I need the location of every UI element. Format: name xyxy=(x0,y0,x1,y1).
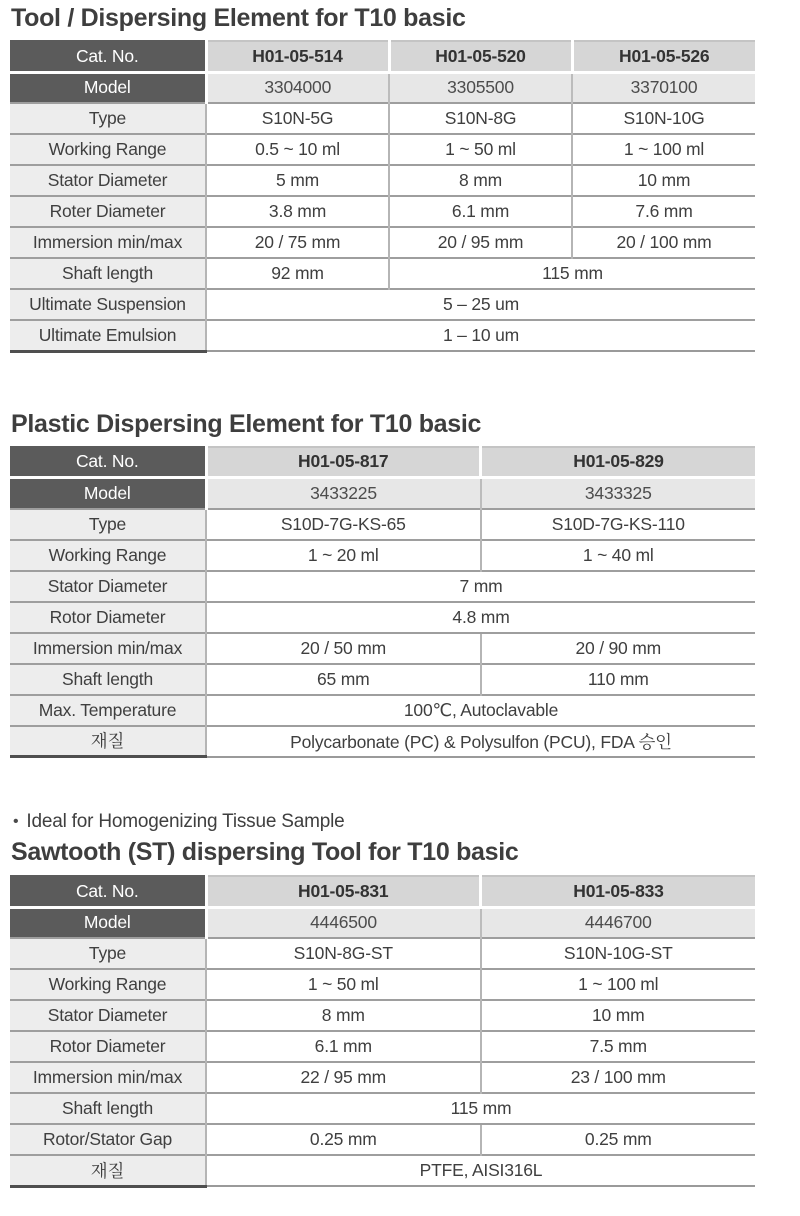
row-label-cell: Shaft length xyxy=(10,1093,206,1124)
table-row xyxy=(10,602,755,633)
row-label-cell: Model xyxy=(10,72,206,103)
table-row xyxy=(10,969,755,1000)
value-cell: S10D-7G-KS-110 xyxy=(481,509,756,540)
row-label-cell: Immersion min/max xyxy=(10,1062,206,1093)
value-cell: 4446700 xyxy=(481,907,756,938)
spec-table-tool-dispersing-element xyxy=(10,40,755,353)
value-cell: 100℃, Autoclavable xyxy=(206,695,755,726)
table-row xyxy=(10,103,755,134)
spec-table-sawtooth-dispersing-tool xyxy=(10,875,755,1188)
table-row xyxy=(10,1000,755,1031)
value-cell: 22 / 95 mm xyxy=(206,1062,481,1093)
bullet-icon: • xyxy=(13,813,19,830)
section-title-sawtooth-dispersing-tool: Sawtooth (ST) dispersing Tool for T10 basic xyxy=(11,838,519,866)
row-label-cell: Max. Temperature xyxy=(10,695,206,726)
table-row xyxy=(10,289,755,320)
section-title-plastic-dispersing-element: Plastic Dispersing Element for T10 basic xyxy=(11,409,482,438)
value-cell: 20 / 75 mm xyxy=(206,227,389,258)
table-row xyxy=(10,726,755,757)
value-cell: 1 – 10 um xyxy=(206,320,755,351)
table-row xyxy=(10,1124,755,1155)
table-row xyxy=(10,1062,755,1093)
value-cell: Polycarbonate (PC) & Polysulfon (PCU), FDA 승인 xyxy=(206,726,755,757)
value-cell: H01-05-817 xyxy=(206,447,481,478)
value-cell: 20 / 90 mm xyxy=(481,633,756,664)
row-label-cell: Type xyxy=(10,103,206,134)
page-content xyxy=(0,4,800,1188)
table-row xyxy=(10,907,755,938)
row-label-cell: Cat. No. xyxy=(10,447,206,478)
row-label-cell: Roter Diameter xyxy=(10,196,206,227)
value-cell: 3305500 xyxy=(389,72,572,103)
row-label-cell: Cat. No. xyxy=(10,41,206,72)
row-label-cell: Cat. No. xyxy=(10,876,206,907)
row-label-cell: Model xyxy=(10,478,206,509)
table-row xyxy=(10,478,755,509)
value-cell: 1 ~ 100 ml xyxy=(572,134,755,165)
value-cell: 1 ~ 40 ml xyxy=(481,540,756,571)
table-row xyxy=(10,876,755,907)
value-cell: 3304000 xyxy=(206,72,389,103)
row-label-cell: Working Range xyxy=(10,134,206,165)
table-row xyxy=(10,165,755,196)
table-row xyxy=(10,571,755,602)
table-row xyxy=(10,938,755,969)
row-label-cell: Working Range xyxy=(10,969,206,1000)
row-label-cell: Working Range xyxy=(10,540,206,571)
row-label-cell: Rotor/Stator Gap xyxy=(10,1124,206,1155)
row-label-cell: 재질 xyxy=(10,1155,206,1186)
value-cell: 8 mm xyxy=(206,1000,481,1031)
row-label-cell: Rotor Diameter xyxy=(10,1031,206,1062)
value-cell: PTFE, AISI316L xyxy=(206,1155,755,1186)
row-label-cell: Stator Diameter xyxy=(10,165,206,196)
table-row xyxy=(10,227,755,258)
value-cell: 1 ~ 50 ml xyxy=(389,134,572,165)
value-cell: 4.8 mm xyxy=(206,602,755,633)
row-label-cell: 재질 xyxy=(10,726,206,757)
value-cell: 1 ~ 50 ml xyxy=(206,969,481,1000)
value-cell: 20 / 100 mm xyxy=(572,227,755,258)
row-label-cell: Shaft length xyxy=(10,258,206,289)
table-row xyxy=(10,633,755,664)
table-row xyxy=(10,540,755,571)
bullet-note-text: Ideal for Homogenizing Tissue Sample xyxy=(26,811,345,832)
value-cell: 1 ~ 20 ml xyxy=(206,540,481,571)
value-cell: H01-05-526 xyxy=(572,41,755,72)
row-label-cell: Model xyxy=(10,907,206,938)
value-cell: S10D-7G-KS-65 xyxy=(206,509,481,540)
row-label-cell: Shaft length xyxy=(10,664,206,695)
value-cell: 20 / 50 mm xyxy=(206,633,481,664)
value-cell: 3433325 xyxy=(481,478,756,509)
table-row xyxy=(10,41,755,72)
value-cell: 7 mm xyxy=(206,571,755,602)
table-row xyxy=(10,695,755,726)
spec-table-plastic-dispersing-element xyxy=(10,446,755,759)
value-cell: 10 mm xyxy=(481,1000,756,1031)
table-row xyxy=(10,72,755,103)
value-cell: 23 / 100 mm xyxy=(481,1062,756,1093)
value-cell: 6.1 mm xyxy=(206,1031,481,1062)
table-row xyxy=(10,320,755,351)
value-cell: 0.5 ~ 10 ml xyxy=(206,134,389,165)
value-cell: 7.5 mm xyxy=(481,1031,756,1062)
row-label-cell: Rotor Diameter xyxy=(10,602,206,633)
value-cell: H01-05-831 xyxy=(206,876,481,907)
value-cell: 10 mm xyxy=(572,165,755,196)
value-cell: S10N-8G-ST xyxy=(206,938,481,969)
value-cell: 0.25 mm xyxy=(481,1124,756,1155)
value-cell: H01-05-829 xyxy=(481,447,756,478)
table-row xyxy=(10,447,755,478)
value-cell: 0.25 mm xyxy=(206,1124,481,1155)
row-label-cell: Ultimate Suspension xyxy=(10,289,206,320)
value-cell: H01-05-833 xyxy=(481,876,756,907)
table-row xyxy=(10,1031,755,1062)
value-cell: 3433225 xyxy=(206,478,481,509)
row-label-cell: Immersion min/max xyxy=(10,227,206,258)
value-cell: S10N-8G xyxy=(389,103,572,134)
value-cell: 5 – 25 um xyxy=(206,289,755,320)
value-cell: S10N-5G xyxy=(206,103,389,134)
value-cell: 1 ~ 100 ml xyxy=(481,969,756,1000)
value-cell: 115 mm xyxy=(389,258,755,289)
value-cell: 20 / 95 mm xyxy=(389,227,572,258)
table-row xyxy=(10,134,755,165)
row-label-cell: Stator Diameter xyxy=(10,1000,206,1031)
row-label-cell: Type xyxy=(10,938,206,969)
table-row xyxy=(10,664,755,695)
table-row xyxy=(10,1093,755,1124)
bullet-note xyxy=(13,811,800,833)
row-label-cell: Ultimate Emulsion xyxy=(10,320,206,351)
table-row xyxy=(10,1155,755,1186)
value-cell: 92 mm xyxy=(206,258,389,289)
value-cell: 8 mm xyxy=(389,165,572,196)
value-cell: 3370100 xyxy=(572,72,755,103)
row-label-cell: Type xyxy=(10,509,206,540)
value-cell: H01-05-514 xyxy=(206,41,389,72)
table-row xyxy=(10,196,755,227)
value-cell: 110 mm xyxy=(481,664,756,695)
value-cell: 7.6 mm xyxy=(572,196,755,227)
value-cell: S10N-10G-ST xyxy=(481,938,756,969)
table-row xyxy=(10,258,755,289)
row-label-cell: Immersion min/max xyxy=(10,633,206,664)
value-cell: 115 mm xyxy=(206,1093,755,1124)
value-cell: 4446500 xyxy=(206,907,481,938)
value-cell: 3.8 mm xyxy=(206,196,389,227)
value-cell: S10N-10G xyxy=(572,103,755,134)
value-cell: 65 mm xyxy=(206,664,481,695)
row-label-cell: Stator Diameter xyxy=(10,571,206,602)
value-cell: 5 mm xyxy=(206,165,389,196)
section-title-tool-dispersing-element: Tool / Dispersing Element for T10 basic xyxy=(11,4,466,32)
value-cell: H01-05-520 xyxy=(389,41,572,72)
table-row xyxy=(10,509,755,540)
value-cell: 6.1 mm xyxy=(389,196,572,227)
